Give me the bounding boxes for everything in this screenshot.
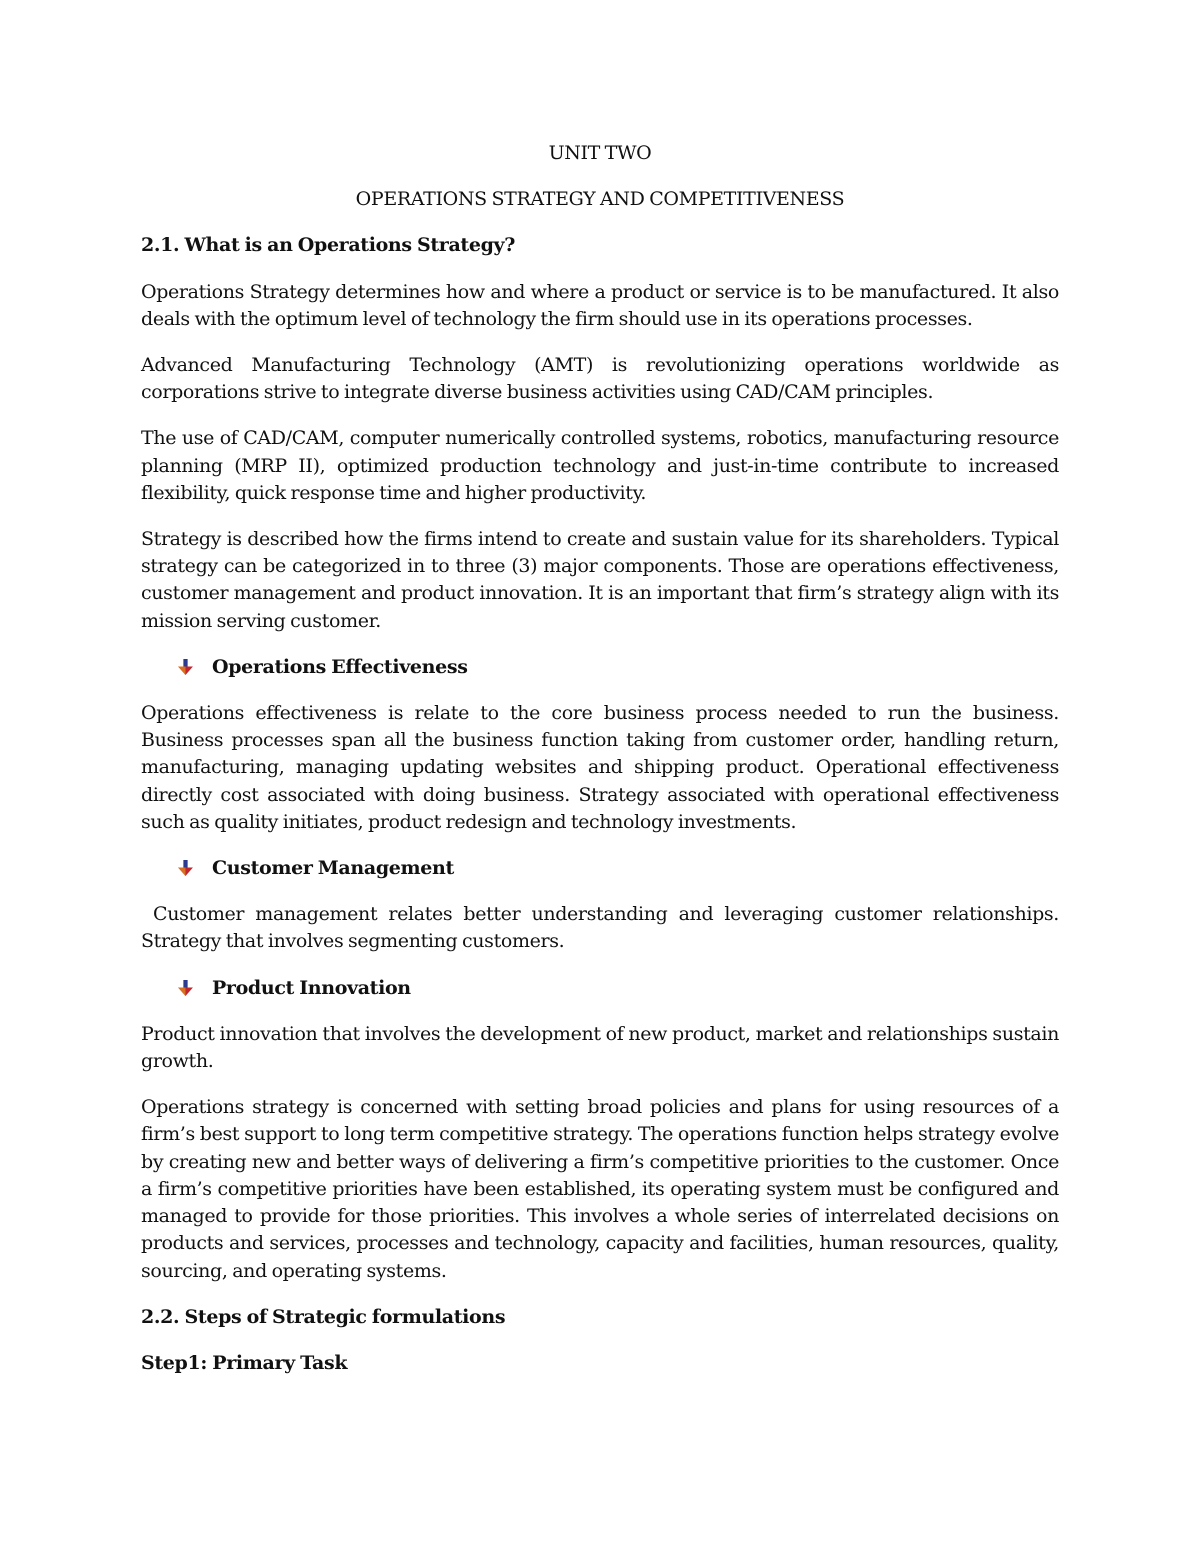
paragraph: Customer management relates better understanding and leveraging customer relationships. Strategy that involves segmenting customers. — [141, 903, 1059, 953]
paragraph: Operations Strategy determines how and where a product or service is to be manufactured. It also deals with the optimum level of technology the firm should use in its operations processes. — [141, 280, 1059, 330]
bullet-heading-label: Operations Effectiveness — [212, 655, 468, 678]
paragraph: Operations strategy is concerned with setting broad policies and plans for using resources of a firm’s best support to long term competitive strategy. The operations function helps strategy evolve by creating new and better ways of delivering a firm’s competitive priorities to the customer. Once a firm’s competitive priorities have been established, its operating system must be configured and managed to provide for those priorities. This involves a whole series of interrelated decisions on products and services, processes and technology, capacity and facilities, human resources, quality, sourcing, and operating systems. — [141, 1096, 1059, 1282]
paragraph: Strategy is described how the firms intend to create and sustain value for its shareholders. Typical strategy can be categorized in to three (3) major components. Those are operations effectiveness, customer management and product innovation. It is an important that firm’s strategy align with its mission serving customer. — [141, 528, 1059, 632]
paragraph: Product innovation that involves the development of new product, market and relationships sustain growth. — [141, 1022, 1059, 1073]
step-heading: Step1: Primary Task — [141, 1351, 348, 1374]
paragraph: Operations effectiveness is relate to the core business process needed to run the business. Business processes span all the business function taking from customer order, handling return, manufacturing, managing updating websites and shipping product. Operational effectiveness directly cost associated with doing business. Strategy associated with operational effectiveness such as quality initiates, product redesign and technology investments. — [141, 702, 1059, 833]
document-page — [141, 140, 1059, 1396]
unit-title: UNIT TWO — [548, 142, 652, 164]
bullet-heading-label: Product Innovation — [212, 976, 411, 999]
bullet-heading-customer-management — [141, 855, 1059, 882]
paragraph: Advanced Manufacturing Technology (AMT) is revolutionizing operations worldwide as corporations strive to integrate diverse business activities using CAD/CAM principles. — [141, 354, 1059, 404]
arrow-down-bullet-icon — [177, 980, 194, 997]
arrow-down-bullet-icon — [177, 659, 194, 676]
bullet-heading-product-innovation — [141, 975, 1059, 1002]
paragraph: The use of CAD/CAM, computer numerically controlled systems, robotics, manufacturing resource planning (MRP II), optimized production technology and just-in-time contribute to increased flexibility, quick response time and higher productivity. — [141, 427, 1059, 504]
section-heading-2-2: 2.2. Steps of Strategic formulations — [141, 1305, 506, 1328]
arrow-down-bullet-icon — [177, 860, 194, 877]
section-heading-2-1: 2.1. What is an Operations Strategy? — [141, 234, 515, 257]
document-title: OPERATIONS STRATEGY AND COMPETITIVENESS — [355, 188, 845, 211]
bullet-heading-operations-effectiveness — [141, 654, 1059, 681]
bullet-heading-label: Customer Management — [212, 857, 454, 880]
